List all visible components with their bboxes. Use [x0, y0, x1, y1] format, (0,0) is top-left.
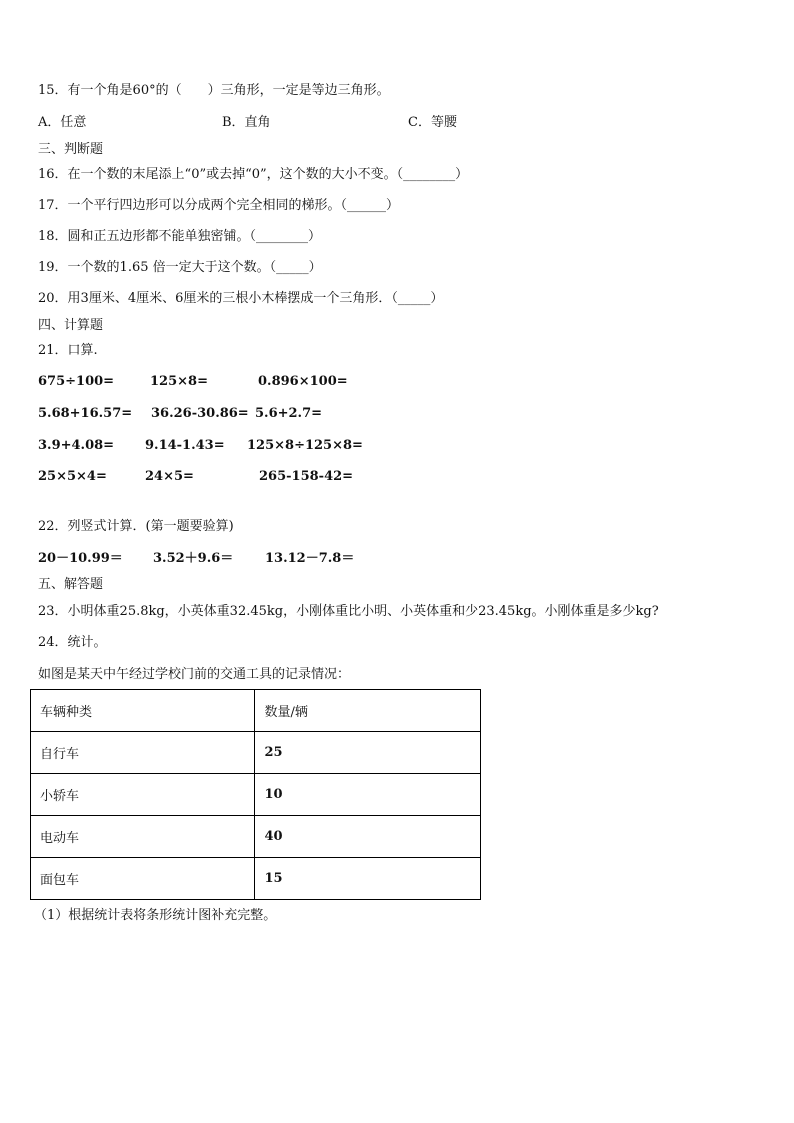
- table-cell-vehicle: 自行车: [31, 732, 255, 774]
- table-cell-vehicle: 面包车: [31, 858, 255, 900]
- q21-expr: 125×8=: [150, 374, 208, 389]
- table-cell-count: 10: [255, 774, 481, 816]
- q21-expr: 25×5×4=: [38, 469, 107, 484]
- table-cell-count: 15: [255, 858, 481, 900]
- table-cell-vehicle: 电动车: [31, 816, 255, 858]
- q21-title: 21．口算.: [38, 343, 98, 358]
- q21-expr: 3.9+4.08=: [38, 438, 115, 453]
- q20-text: 20．用3厘米、4厘米、6厘米的三根小木棒摆成一个三角形．（_____）: [38, 291, 444, 306]
- table-header-row: [31, 690, 481, 732]
- q24-sub1: （1）根据统计表将条形统计图补充完整。: [34, 908, 277, 923]
- table-cell-count: 40: [255, 816, 481, 858]
- table-row: [31, 858, 481, 900]
- table-row: [31, 816, 481, 858]
- q15-text: 15．有一个角是60°的（ ）三角形，一定是等边三角形。: [38, 83, 390, 98]
- q21-expr: 125×8÷125×8=: [247, 438, 363, 453]
- section-heading-calculation: 四、计算题: [38, 318, 104, 333]
- q23-text: 23．小明体重25.8kg，小英体重32.45kg，小刚体重比小明、小英体重和少23.45kg。小刚体重是多少kg?: [38, 604, 659, 619]
- q17-text: 17．一个平行四边形可以分成两个完全相同的梯形。（______）: [38, 198, 400, 213]
- q22-item: 20－10.99＝: [38, 551, 123, 566]
- q21-expr: 5.6+2.7=: [255, 406, 323, 421]
- q21-expr: 0.896×100=: [258, 374, 348, 389]
- q18-text: 18．圆和正五边形都不能单独密铺。（________）: [38, 229, 322, 244]
- table-header-cell: 车辆种类: [31, 690, 255, 732]
- table-row: [31, 732, 481, 774]
- q22-item: 13.12－7.8＝: [265, 551, 355, 566]
- q22-title: 22．列竖式计算．(第一题要验算): [38, 519, 234, 534]
- q21-expr: 9.14-1.43=: [145, 438, 225, 453]
- table-cell-vehicle: 小轿车: [31, 774, 255, 816]
- q16-text: 16．在一个数的末尾添上“0”或去掉“0”，这个数的大小不变。（________）: [38, 167, 469, 182]
- q21-expr: 675÷100=: [38, 374, 115, 389]
- q24-intro: 如图是某天中午经过学校门前的交通工具的记录情况：: [38, 667, 351, 682]
- q21-expr: 265-158-42=: [259, 469, 354, 484]
- q15-option-a: A．任意: [38, 115, 87, 130]
- q21-expr: 5.68+16.57=: [38, 406, 133, 421]
- section-heading-solve: 五、解答题: [38, 577, 104, 592]
- q22-item: 3.52＋9.6＝: [153, 551, 234, 566]
- q15-option-b: B．直角: [222, 115, 271, 130]
- q21-expr: 24×5=: [145, 469, 194, 484]
- q19-text: 19．一个数的1.65 倍一定大于这个数。（_____）: [38, 260, 322, 275]
- q21-expr: 36.26-30.86=: [151, 406, 249, 421]
- table-cell-count: 25: [255, 732, 481, 774]
- vehicle-stats-table: [30, 689, 481, 900]
- q15-option-c: C．等腰: [408, 115, 457, 130]
- table-header-cell: 数量/辆: [255, 690, 481, 732]
- table-row: [31, 774, 481, 816]
- q24-title: 24．统计。: [38, 635, 107, 650]
- section-heading-judgement: 三、判断题: [38, 142, 104, 157]
